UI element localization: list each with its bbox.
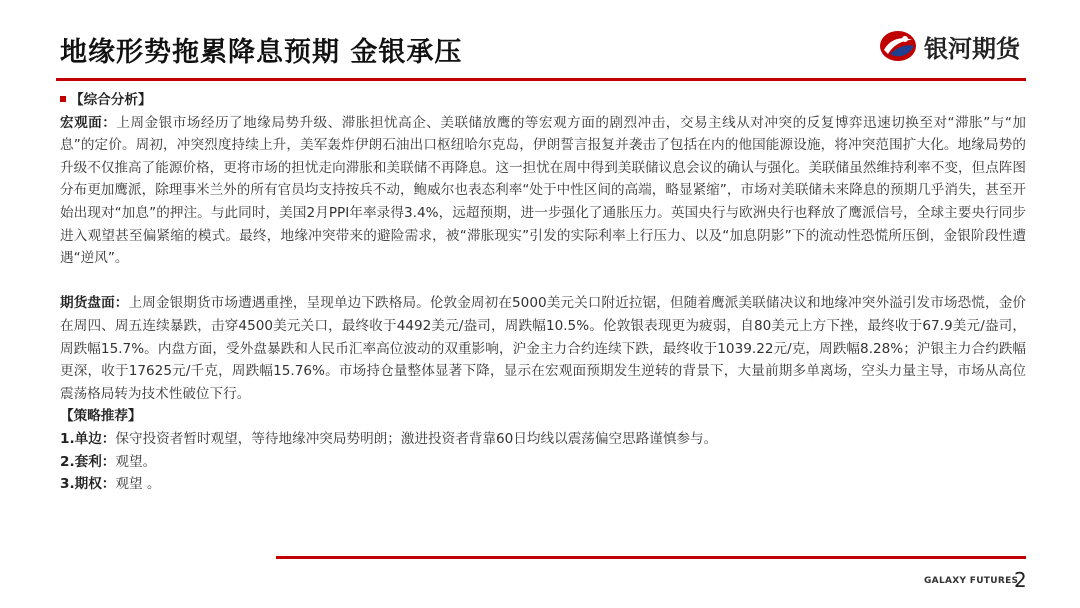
strategy-heading: 【策略推荐】 [60, 408, 142, 425]
page-title: 地缘形势拖累降息预期 金银承压 [60, 37, 463, 68]
strategy-text: 观望。 [115, 453, 157, 470]
footer-divider [276, 556, 1026, 559]
page-number: 2 [1014, 568, 1027, 592]
strategy-text: 观望 。 [115, 476, 161, 493]
strategy-item [60, 473, 1026, 496]
macro-label: 宏观面： [60, 114, 117, 131]
footer-brand: GALAXY FUTURES [924, 576, 1019, 586]
strategy-label: 2.套利： [60, 453, 116, 470]
strategy-label: 3.期权： [60, 476, 116, 493]
main-content [60, 89, 1026, 496]
galaxy-logo-icon [878, 28, 918, 64]
header-divider [56, 78, 1026, 81]
macro-text: 上周金银市场经历了地缘局势升级、滞胀担忧高企、美联储放鹰的等宏观方面的剧烈冲击，交易主线从对冲突的反复博弈迅速切换至对“滞胀”与“加息”的定价。周初，冲突烈度持续上升，美军轰炸伊朗石油出口枢纽哈尔克岛，伊朗誓言报复并袭击了包括在内的他国能源设施，将冲突范围扩大化。地缘局势的升级不仅推高了能源价格，更将市场的担忧走向滞胀和美联储不再降息。这一担忧在周中得到美联储议息会议的确认与强化。美联储虽然维持利率不变，但点阵图分布更加鹰派，除理事米兰外的所有官员均支持按兵不动，鲍威尔也表态利率“处于中性区间的高端，略显紧缩”，市场对美联储未来降息的预期几乎消失，甚至开始出现对“加息”的押注。与此同时，美国2月PPI年率录得3.4%，远超预期，进一步强化了通胀压力。英国央行与欧洲央行也释放了鹰派信号，全球主要央行同步进入观望甚至偏紧缩的模式。最终，地缘冲突带来的避险需求，被“滞胀现实”引发的实际利率上行压力、以及“加息阴影”下的流动性恐慌所压倒，金银阶段性遭遇“逆风”。 [60, 114, 1027, 267]
strategy-text: 保守投资者暂时观望，等待地缘冲突局势明朗；激进投资者背靠60日均线以震荡偏空思路谨慎参与。 [115, 430, 718, 447]
analysis-heading-text: 【综合分析】 [70, 92, 152, 108]
bullet-square-icon [60, 96, 66, 102]
strategy-item [60, 428, 1026, 451]
brand-name: 银河期货 [924, 34, 1020, 63]
futures-text: 上周金银期货市场遭遇重挫，呈现单边下跌格局。伦敦金周初在5000美元关口附近拉锯，但随着鹰派美联储决议和地缘冲突外溢引发市场恐慌，金价在周四、周五连续暴跌，击穿4500美元关口，最终收于4492美元/盎司，周跌幅10.5%。伦敦银表现更为疲弱，自80美元上方下挫，最终收于67.9美元/盎司，周跌幅15.7%。内盘方面，受外盘暴跌和人民币汇率高位波动的双重影响，沪金主力合约连续下跌，最终收于1039.22元/克，周跌幅8.28%；沪银主力合约跌幅更深，收于17625元/千克，周跌幅15.76%。市场持仓量整体显著下降，显示在宏观面预期发生逆转的背景下，大量前期多单离场，空头力量主导，市场从高位震荡格局转为技术性破位下行。 [60, 295, 1027, 402]
futures-paragraph [60, 292, 1026, 405]
futures-label: 期货盘面： [60, 295, 129, 312]
strategy-label: 1.单边： [60, 430, 116, 447]
strategy-item [60, 451, 1026, 474]
macro-paragraph [60, 112, 1026, 270]
analysis-heading [60, 89, 1026, 112]
paragraph-spacer [60, 270, 1026, 293]
brand-logo [878, 28, 1020, 64]
